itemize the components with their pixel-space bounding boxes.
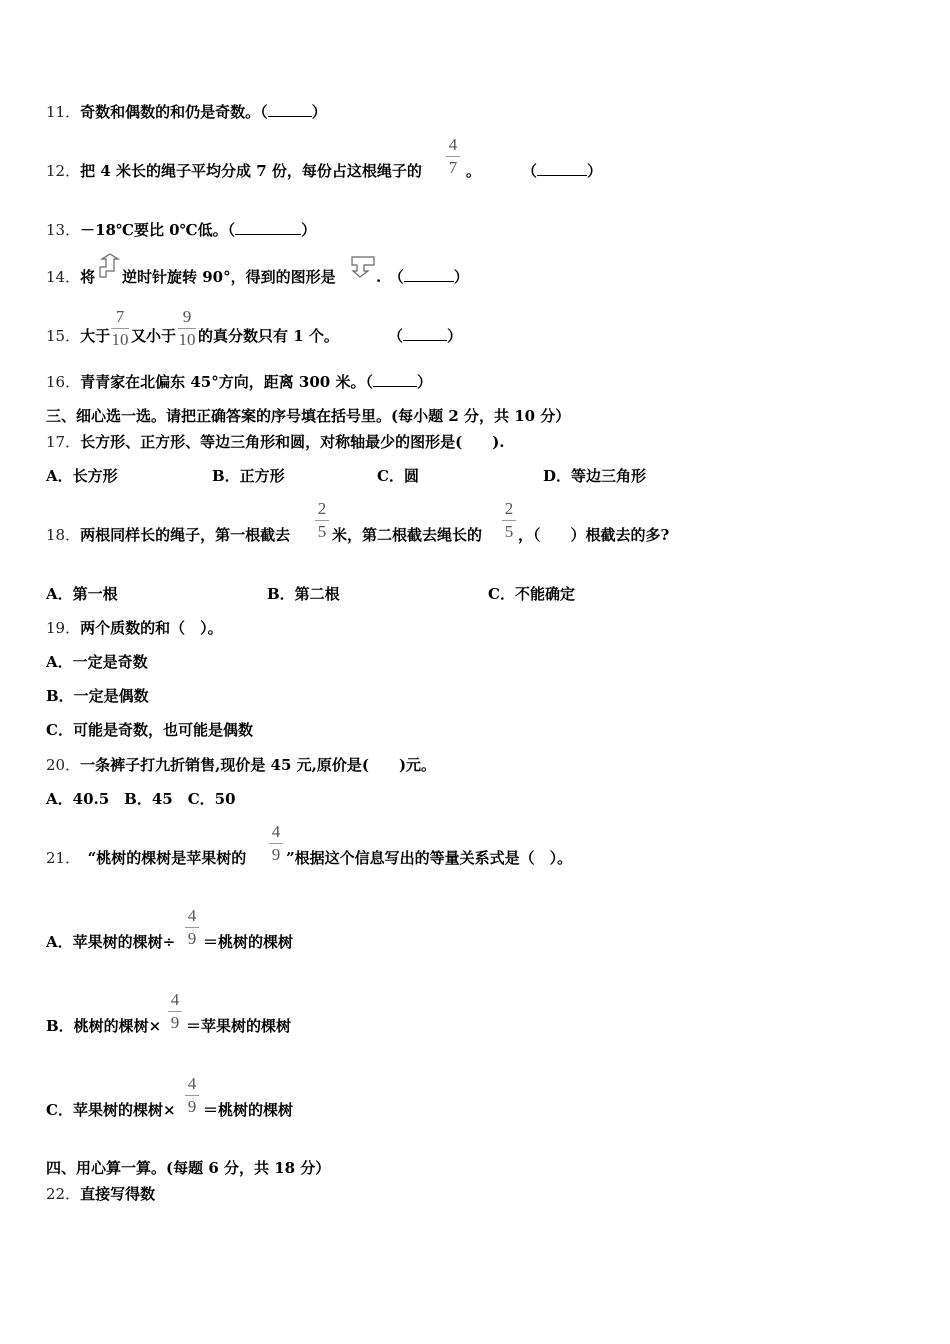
q21-option-c[interactable] <box>46 1100 176 1120</box>
paren-close: ） <box>453 268 469 286</box>
question-17 <box>46 432 505 452</box>
denominator: 9 <box>170 1013 180 1032</box>
paren-open: （ <box>522 162 538 180</box>
question-number: 21． <box>46 849 73 867</box>
question-16 <box>46 372 432 392</box>
question-19 <box>46 618 223 638</box>
question-number: 12． <box>46 162 81 180</box>
answer-blank[interactable] <box>537 175 587 176</box>
question-15-post <box>198 326 339 346</box>
paren-open: （ <box>396 268 404 286</box>
q18-option-b[interactable]: B．第二根 <box>267 585 340 603</box>
q17-option-c[interactable]: C．圆 <box>377 467 419 485</box>
question-11 <box>46 102 327 122</box>
paren-close: ） <box>416 373 432 391</box>
question-13 <box>46 220 316 240</box>
section-heading: 四、用心算一算。(每题 6 分，共 18 分） <box>46 1159 331 1177</box>
question-text: ”根据这个信息写出的等量关系式是（ ）。 <box>286 849 573 867</box>
question-text: 将 <box>80 268 96 286</box>
answer-blank[interactable] <box>404 281 454 282</box>
section-3-title <box>46 406 570 426</box>
denominator: 10 <box>178 330 196 349</box>
fraction-7-10 <box>111 307 129 350</box>
section-4-title <box>46 1158 330 1178</box>
paren-close: ） <box>447 327 463 345</box>
question-14-mid <box>122 267 336 287</box>
question-12-answer <box>522 161 602 181</box>
question-text: 又小于 <box>131 327 177 345</box>
rotated-shape-icon <box>350 253 376 279</box>
period: 。 <box>466 162 482 180</box>
question-text: 的真分数只有 1 个。 <box>198 327 339 345</box>
question-number: 19． <box>46 619 81 637</box>
fraction-4-9 <box>269 822 283 865</box>
question-number: 13． <box>46 221 81 239</box>
q21-option-b-tail: ＝苹果树的棵树 <box>186 1017 292 1035</box>
question-18-post <box>518 525 669 545</box>
denominator: 9 <box>271 845 281 864</box>
fraction-4-9 <box>185 906 199 949</box>
denominator: 9 <box>187 1097 197 1116</box>
question-12-tail <box>466 161 481 181</box>
question-text: 逆时针旋转 90°，得到的图形是 <box>122 268 336 286</box>
question-text: 一条裤子打九折销售,现价是 45 元,原价是( )元。 <box>80 756 437 774</box>
numerator: 9 <box>182 307 192 326</box>
numerator: 4 <box>170 990 180 1009</box>
option-text: B．桃树的棵树× <box>46 1017 162 1035</box>
question-15-mid <box>131 326 176 346</box>
question-number: 17． <box>46 433 81 451</box>
q19-option-c[interactable]: C．可能是奇数，也可能是偶数 <box>46 721 253 739</box>
question-number: 20． <box>46 756 81 774</box>
arrow-shape-icon <box>96 253 122 279</box>
question-text: 两个质数的和（ ）。 <box>80 619 223 637</box>
answer-blank[interactable] <box>268 116 312 117</box>
question-21 <box>46 848 246 868</box>
question-18 <box>46 525 290 545</box>
question-18-mid <box>332 525 482 545</box>
question-text: 长方形、正方形、等边三角形和圆，对称轴最少的图形是( ). <box>80 433 505 451</box>
q21-option-a-tail: ＝桃树的棵树 <box>203 933 294 951</box>
question-text: 米，第二根截去绳长的 <box>332 526 483 544</box>
question-text: 奇数和偶数的和仍是奇数。（ <box>80 103 268 121</box>
question-text: 把 4 米长的绳子平均分成 7 份，每份占这根绳子的 <box>80 162 422 180</box>
question-number: 22． <box>46 1185 81 1203</box>
paren-close: ） <box>587 162 603 180</box>
denominator: 7 <box>448 158 458 177</box>
fraction-4-9 <box>168 990 182 1033</box>
question-12 <box>46 161 422 181</box>
question-15-answer <box>388 326 462 346</box>
period: . <box>376 268 382 286</box>
question-number: 18． <box>46 526 81 544</box>
question-number: 14． <box>46 268 81 286</box>
paren-open: （ <box>388 327 404 345</box>
answer-blank[interactable] <box>373 386 417 387</box>
option-text: A．苹果树的棵树÷ <box>46 933 176 951</box>
question-14 <box>46 267 95 287</box>
answer-blank[interactable] <box>403 340 447 341</box>
question-number: 11． <box>46 103 81 121</box>
answer-blank[interactable] <box>235 234 301 235</box>
question-22 <box>46 1184 155 1204</box>
question-text: 大于 <box>80 327 111 345</box>
question-text: “桃树的棵树是苹果树的 <box>87 849 247 867</box>
question-text: －18℃要比 0℃低。（ <box>80 221 236 239</box>
paren-close: ） <box>311 103 327 121</box>
question-number: 16． <box>46 373 81 391</box>
option-text: C．苹果树的棵树× <box>46 1101 176 1119</box>
fraction-2-5 <box>502 499 516 542</box>
numerator: 4 <box>187 1074 197 1093</box>
question-20 <box>46 755 436 775</box>
denominator: 5 <box>317 522 327 541</box>
numerator: 4 <box>448 135 458 154</box>
numerator: 4 <box>187 906 197 925</box>
q17-option-a[interactable]: A．长方形 <box>46 467 118 485</box>
q21-option-a[interactable] <box>46 932 175 952</box>
question-text: ，（ ）根截去的多? <box>518 526 670 544</box>
question-14-answer <box>376 267 469 287</box>
denominator: 5 <box>504 522 514 541</box>
numerator: 7 <box>115 307 125 326</box>
question-15 <box>46 326 110 346</box>
q21-option-c-tail: ＝桃树的棵树 <box>203 1101 294 1119</box>
question-number: 15． <box>46 327 81 345</box>
paren-close: ） <box>301 221 317 239</box>
q19-option-a[interactable]: A．一定是奇数 <box>46 653 148 671</box>
question-text: 两根同样长的绳子，第一根截去 <box>80 526 291 544</box>
question-text: 直接写得数 <box>80 1185 156 1203</box>
numerator: 2 <box>317 499 327 518</box>
q18-option-a[interactable]: A．第一根 <box>46 585 118 603</box>
section-heading: 三、细心选一选。请把正确答案的序号填在括号里。(每小题 2 分，共 10 分） <box>46 407 571 425</box>
q21-option-b[interactable] <box>46 1016 161 1036</box>
q20-options[interactable]: A．40.5 B．45 C．50 <box>46 790 236 808</box>
denominator: 10 <box>111 330 129 349</box>
q17-option-d[interactable]: D．等边三角形 <box>543 467 647 485</box>
fraction-2-5 <box>315 499 329 542</box>
q19-option-b[interactable]: B．一定是偶数 <box>46 687 149 705</box>
numerator: 2 <box>504 499 514 518</box>
question-text: 青青家在北偏东 45°方向，距离 300 米。（ <box>80 373 373 391</box>
denominator: 9 <box>187 929 197 948</box>
fraction-4-7 <box>446 135 460 178</box>
question-21-post <box>286 848 572 868</box>
q17-option-b[interactable]: B．正方形 <box>212 467 285 485</box>
fraction-4-9 <box>185 1074 199 1117</box>
numerator: 4 <box>271 822 281 841</box>
fraction-9-10 <box>178 307 196 350</box>
q18-option-c[interactable]: C．不能确定 <box>488 585 575 603</box>
